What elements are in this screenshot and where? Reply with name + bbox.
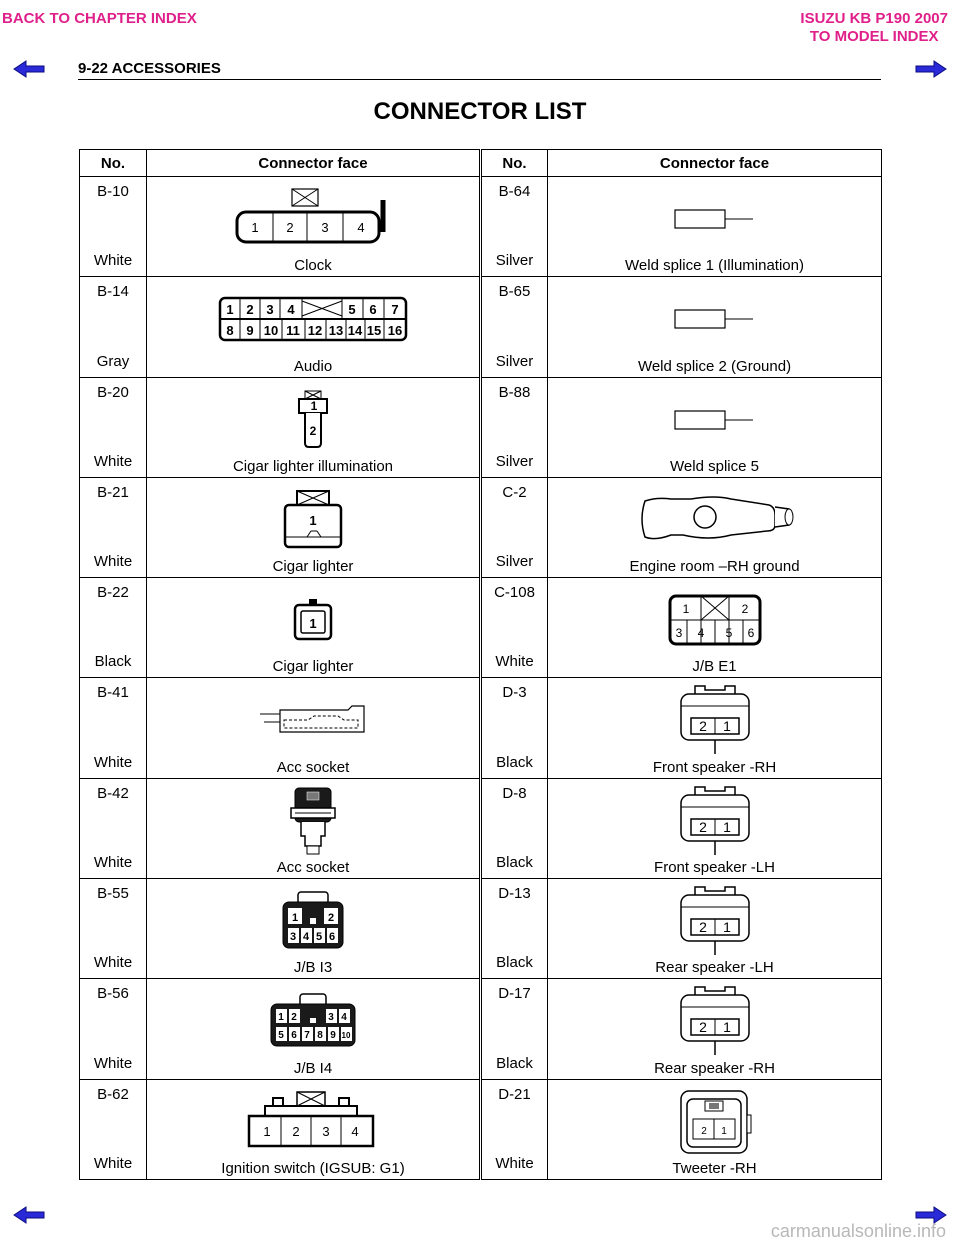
pin-label: 4	[341, 1012, 347, 1024]
connector-face-cell	[147, 477, 481, 577]
pin-label: 2	[309, 423, 317, 438]
pin-label: 2	[698, 1019, 707, 1036]
speaker-connector-face-icon	[675, 885, 755, 957]
connector-name: Front speaker -LH	[654, 859, 775, 877]
connector-number: D-21	[498, 1085, 531, 1103]
connector-number-cell	[481, 678, 548, 778]
connector-number-cell	[481, 578, 548, 678]
pin-label: 10	[341, 1031, 351, 1041]
pin-label: 3	[266, 302, 274, 318]
table-row	[80, 578, 882, 678]
pin-label: 4	[302, 931, 310, 944]
connector-name: Cigar lighter	[272, 558, 354, 576]
connector-number: C-2	[502, 483, 527, 501]
connector-color: Black	[496, 854, 533, 872]
connector-color: Silver	[495, 352, 534, 370]
pin-label: 2	[698, 718, 707, 735]
connector-name: Audio	[293, 357, 333, 375]
pin-label: 1	[682, 602, 689, 617]
speaker-connector-face-icon	[675, 985, 755, 1057]
pin-label: 5	[348, 302, 356, 318]
connector-face-cell	[548, 578, 882, 678]
connector-color: White	[93, 1155, 133, 1172]
speaker-connector-face-icon	[675, 684, 755, 756]
pin-label: 1	[278, 1012, 284, 1024]
connector-color: Silver	[495, 553, 534, 571]
connector-number: B-62	[97, 1085, 129, 1103]
pin-label: 5	[278, 1030, 284, 1042]
connector-color: White	[93, 954, 133, 972]
connector-color: Gray	[96, 352, 130, 370]
connector-name: Weld splice 1 (Illumination)	[625, 257, 804, 275]
connector-number-cell	[481, 177, 548, 277]
cigar-lighter-connector-icon	[281, 489, 345, 551]
connector-name: Cigar lighter	[272, 658, 354, 676]
connector-number: B-14	[97, 283, 129, 301]
column-header-connector-face: Connector face	[147, 150, 481, 177]
connector-number-cell	[80, 377, 147, 477]
table-row	[80, 879, 882, 979]
connector-color: Black	[496, 1054, 533, 1072]
cigar-lighter-connector-icon	[291, 597, 335, 643]
connector-color: White	[495, 1155, 534, 1172]
table-row	[80, 477, 882, 577]
connector-color: White	[93, 753, 133, 771]
pin-label: 2	[700, 1125, 707, 1137]
table-header-row	[80, 150, 882, 177]
connector-face-cell	[548, 277, 882, 377]
connector-color: Silver	[495, 252, 534, 270]
ignition-switch-connector-face-icon	[243, 1090, 383, 1154]
connector-face-cell	[147, 879, 481, 979]
pin-label: 1	[722, 718, 731, 735]
pin-label: 3	[322, 1123, 330, 1139]
connector-number: B-55	[97, 885, 129, 903]
pin-label: 6	[369, 302, 377, 318]
connector-name: Front speaker -RH	[652, 758, 777, 776]
acc-socket-terminal-icon	[258, 704, 368, 736]
connector-number: B-64	[498, 183, 531, 200]
connector-number-cell	[80, 778, 147, 878]
connector-number-cell	[80, 578, 147, 678]
table-row	[80, 177, 882, 277]
connector-number: D-13	[498, 885, 531, 903]
connector-face-cell	[548, 778, 882, 878]
pin-label: 16	[387, 323, 403, 339]
pin-label: 1	[722, 919, 731, 936]
connector-color: White	[93, 452, 133, 470]
table-row	[80, 1079, 882, 1179]
pin-label: 2	[741, 602, 748, 617]
table-row	[80, 377, 882, 477]
connector-face-cell	[147, 377, 481, 477]
pin-label: 6	[291, 1030, 297, 1042]
connector-number: C-108	[494, 584, 535, 602]
connector-face-cell	[147, 778, 481, 878]
connector-name: Tweeter -RH	[672, 1160, 757, 1177]
table-row	[80, 678, 882, 778]
model-index-label: TO MODEL INDEX	[809, 28, 939, 45]
connector-number-cell	[481, 1079, 548, 1179]
pin-label: 1	[263, 1123, 271, 1139]
pin-label: 3	[321, 220, 329, 235]
pin-label: 2	[698, 818, 707, 835]
connector-name: J/B E1	[692, 658, 737, 676]
connector-face-cell	[548, 1079, 882, 1179]
connector-number: D-17	[498, 985, 531, 1003]
connector-name: Acc socket	[276, 859, 350, 877]
connector-number: D-3	[502, 684, 527, 702]
connector-name: Rear speaker -RH	[654, 1059, 775, 1077]
connector-number-cell	[481, 979, 548, 1079]
pin-label: 8	[226, 323, 234, 339]
connector-number: B-22	[97, 584, 129, 602]
connector-name: Engine room –RH ground	[629, 558, 800, 576]
pin-label: 2	[292, 1123, 300, 1139]
pin-label: 9	[330, 1030, 336, 1042]
connector-name: Weld splice 5	[670, 457, 759, 475]
pin-label: 7	[304, 1030, 310, 1042]
pin-label: 2	[291, 1012, 297, 1024]
table-row	[80, 277, 882, 377]
jb-i4-connector-face-icon	[268, 992, 358, 1050]
connector-number: B-20	[97, 383, 129, 401]
pin-label: 1	[251, 220, 259, 235]
pin-label: 3	[675, 626, 682, 641]
pin-label: 14	[347, 323, 363, 339]
next-page-arrow-icon[interactable]	[914, 60, 948, 78]
weld-splice-icon	[673, 307, 757, 331]
connector-number-cell	[481, 477, 548, 577]
tweeter-connector-face-icon	[677, 1087, 753, 1157]
pin-label: 12	[307, 323, 323, 339]
to-model-index-link[interactable]	[800, 10, 948, 46]
connector-name: Acc socket	[276, 758, 350, 776]
pin-label: 7	[391, 302, 399, 318]
pin-label: 5	[725, 626, 732, 641]
connector-face-cell	[548, 477, 882, 577]
connector-name: J/B I3	[293, 959, 333, 977]
back-to-chapter-index-link[interactable]: BACK TO CHAPTER INDEX	[2, 10, 197, 27]
connector-color: Black	[496, 753, 533, 771]
page-title: CONNECTOR LIST	[373, 98, 587, 125]
connector-number-cell	[80, 879, 147, 979]
connector-number: D-8	[502, 784, 527, 802]
connector-name: Weld splice 2 (Ground)	[637, 357, 792, 375]
connector-number: B-21	[97, 483, 129, 501]
pin-label: 2	[286, 220, 294, 235]
pin-label: 15	[366, 323, 382, 339]
pin-label: 1	[722, 818, 731, 835]
pin-label: 2	[698, 919, 707, 936]
clock-connector-face-icon	[233, 188, 393, 250]
connector-number-cell	[481, 879, 548, 979]
pin-label: 9	[246, 323, 254, 339]
connector-face-cell	[147, 678, 481, 778]
pin-label: 10	[263, 323, 279, 339]
pin-label: 6	[328, 931, 336, 944]
table-row	[80, 778, 882, 878]
pin-label: 8	[317, 1030, 323, 1042]
connector-number-cell	[481, 277, 548, 377]
connector-color: White	[93, 553, 133, 571]
pin-label: 3	[289, 931, 297, 944]
connector-face-cell	[548, 177, 882, 277]
connector-name: Ignition switch (IGSUB: G1)	[221, 1160, 405, 1177]
column-header-no: No.	[481, 150, 548, 177]
connector-number-cell	[80, 277, 147, 377]
pin-label: 4	[287, 302, 295, 318]
connector-number-cell	[481, 377, 548, 477]
pin-label: 1	[720, 1125, 727, 1137]
ground-terminal-icon	[635, 495, 795, 545]
pin-label: 11	[286, 323, 300, 339]
connector-number: B-41	[97, 684, 129, 702]
connector-face-cell	[147, 277, 481, 377]
pin-label: 4	[697, 626, 704, 641]
connector-face-cell	[548, 377, 882, 477]
connector-face-cell	[147, 578, 481, 678]
audio-connector-face-icon	[218, 296, 408, 342]
weld-splice-icon	[673, 207, 757, 231]
connector-number-cell	[80, 477, 147, 577]
column-header-no: No.	[80, 150, 147, 177]
connector-number: B-42	[97, 784, 129, 802]
pin-label: 1	[226, 302, 234, 318]
connector-face-cell	[548, 879, 882, 979]
connector-face-cell	[548, 979, 882, 1079]
connector-color: White	[93, 1054, 133, 1072]
connector-number: B-88	[498, 383, 531, 401]
jb-i3-connector-face-icon	[280, 890, 346, 952]
jb-e1-connector-face-icon	[667, 593, 763, 647]
connector-color: White	[93, 854, 133, 872]
connector-face-cell	[548, 678, 882, 778]
connector-face-cell	[147, 177, 481, 277]
connector-number-cell	[80, 979, 147, 1079]
connector-color: Silver	[495, 452, 534, 470]
connector-color: Black	[94, 653, 132, 671]
pin-label: 13	[328, 323, 344, 339]
pin-label: 4	[357, 220, 365, 235]
connector-number-cell	[80, 1079, 147, 1179]
pin-label: 4	[351, 1123, 359, 1139]
speaker-connector-face-icon	[675, 785, 755, 857]
pin-label: 1	[309, 616, 317, 632]
connector-number-cell	[80, 177, 147, 277]
pin-label: 1	[309, 512, 317, 528]
connector-name: J/B I4	[293, 1059, 333, 1077]
weld-splice-icon	[673, 408, 757, 432]
cigar-lighter-illumination-connector-icon	[293, 389, 333, 451]
connector-face-cell	[147, 1079, 481, 1179]
connector-number-cell	[80, 678, 147, 778]
model-title: ISUZU KB P190 2007	[800, 10, 948, 27]
pin-label: 6	[747, 626, 754, 641]
pin-label: 1	[722, 1019, 731, 1036]
pin-label: 2	[246, 302, 254, 318]
previous-page-arrow-icon[interactable]	[12, 60, 46, 78]
connector-number-cell	[481, 778, 548, 878]
connector-name: Clock	[294, 257, 332, 275]
acc-socket-connector-icon	[287, 786, 339, 856]
connector-color: White	[93, 252, 133, 270]
connector-number: B-10	[97, 183, 129, 200]
section-header: 9-22 ACCESSORIES	[78, 60, 881, 80]
watermark: carmanualsonline.info	[770, 1221, 946, 1241]
connector-face-cell	[147, 979, 481, 1079]
column-header-connector-face: Connector face	[548, 150, 882, 177]
connector-number: B-65	[498, 283, 531, 301]
table-row	[80, 979, 882, 1079]
connector-table	[79, 149, 882, 1180]
connector-color: Black	[496, 954, 533, 972]
pin-label: 3	[328, 1012, 334, 1024]
pin-label: 1	[310, 398, 318, 413]
pin-label: 1	[291, 912, 299, 925]
connector-number: B-56	[97, 985, 129, 1003]
pin-label: 2	[327, 912, 335, 925]
connector-color: White	[495, 653, 534, 671]
connector-name: Cigar lighter illumination	[232, 457, 394, 475]
connector-name: Rear speaker -LH	[655, 959, 774, 977]
previous-page-arrow-icon[interactable]	[12, 1206, 46, 1224]
pin-label: 5	[315, 931, 323, 944]
